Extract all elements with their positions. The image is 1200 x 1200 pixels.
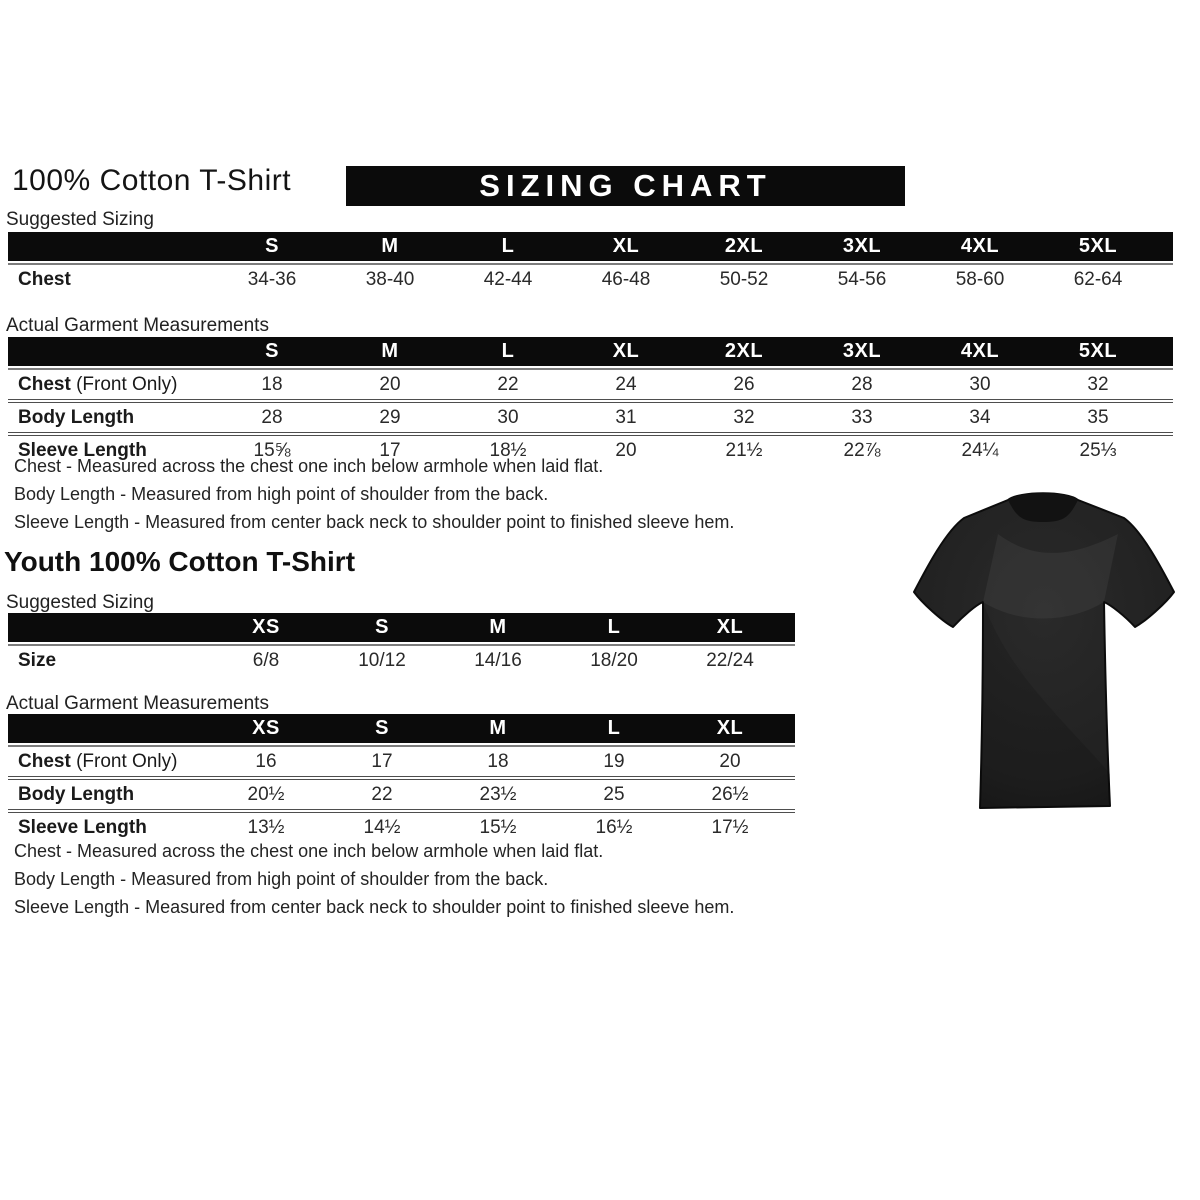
column-header-l: L [607,616,621,638]
table-header-row [8,232,1173,261]
column-header-xl: XL [716,717,744,739]
cell-value: 26 [733,373,755,395]
column-header-3xl: 3XL [842,235,882,257]
cell-value: 32 [733,406,755,428]
note-body-length: Body Length - Measured from high point of shoulder from the back. [14,869,549,889]
column-header-l: L [607,717,621,739]
cell-value: 54-56 [837,268,887,290]
cell-value: 33 [851,406,873,428]
column-header-3xl: 3XL [842,340,882,362]
column-header-m: M [381,340,399,362]
cell-value: 23½ [479,783,517,805]
column-header-s: S [265,235,279,257]
cell-value: 18½ [489,439,527,461]
cell-value: 16½ [595,816,633,838]
note-sleeve-length: Sleeve Length - Measured from center back neck to shoulder point to finished sleeve hem. [14,512,735,532]
column-header-m: M [489,717,507,739]
cell-value: 19 [603,750,625,772]
cell-value: 18 [487,750,509,772]
table-header-row [8,714,795,743]
row-label: Sleeve Length [18,816,147,838]
cell-value: 35 [1087,406,1109,428]
cell-value: 58-60 [955,268,1005,290]
cell-value: 18/20 [590,649,638,671]
cell-value: 21½ [725,439,763,461]
cell-value: 28 [851,373,873,395]
table-row [8,368,1173,399]
cell-value: 25⅓ [1079,439,1117,461]
cell-value: 25 [603,783,625,805]
cell-value: 22⅞ [843,439,881,461]
youth-section-title: Youth 100% Cotton T-Shirt [4,546,356,577]
table-row [8,745,795,776]
cell-value: 15½ [479,816,517,838]
column-header-xl: XL [716,616,744,638]
cell-value: 30 [497,406,519,428]
cell-value: 17½ [711,816,749,838]
cell-value: 16 [255,750,277,772]
cell-value: 50-52 [719,268,769,290]
cell-value: 28 [261,406,283,428]
cell-value: 62-64 [1073,268,1123,290]
youth-garment-measurements-table [8,714,795,842]
cell-value: 46-48 [601,268,651,290]
table-row [8,776,795,809]
table-row [8,809,795,842]
cell-value: 22 [371,783,393,805]
table-row [8,263,1173,294]
cell-value: 10/12 [358,649,406,671]
cell-value: 29 [379,406,401,428]
cell-value: 14/16 [474,649,522,671]
column-header-l: L [501,340,515,362]
row-label: Size [18,649,57,671]
youth-suggested-sizing-table [8,613,795,675]
cell-value: 15⅝ [253,439,291,461]
cell-value: 13½ [247,816,285,838]
column-header-5xl: 5XL [1078,235,1118,257]
row-label: Body Length [18,406,135,428]
youth-garment-measurements-label: Actual Garment Measurements [6,693,269,714]
cell-value: 20½ [247,783,285,805]
adult-suggested-sizing-label: Suggested Sizing [6,209,154,230]
cell-value: 17 [371,750,393,772]
cell-value: 30 [969,373,991,395]
column-header-5xl: 5XL [1078,340,1118,362]
tshirt-product-image [888,474,1198,836]
sizing-chart-banner [346,166,905,206]
row-label: Sleeve Length [18,439,147,461]
cell-value: 20 [379,373,401,395]
row-label: Chest (Front Only) [18,373,178,395]
youth-suggested-sizing-label: Suggested Sizing [6,592,154,613]
tshirt-image [888,474,1198,836]
column-header-l: L [501,235,515,257]
row-label: Chest [18,268,71,290]
cell-value: 24 [615,373,637,395]
cell-value: 18 [261,373,283,395]
cell-value: 26½ [711,783,749,805]
column-header-s: S [375,616,389,638]
page-title: 100% Cotton T-Shirt [12,164,292,197]
adult-garment-measurements-table [8,337,1173,465]
cell-value: 22/24 [706,649,754,671]
column-header-s: S [265,340,279,362]
note-sleeve-length: Sleeve Length - Measured from center back neck to shoulder point to finished sleeve hem. [14,897,735,917]
cell-value: 24¼ [961,439,999,461]
adult-measurement-notes [14,457,834,541]
cell-value: 34-36 [247,268,297,290]
sizing-chart-banner-label: SIZING CHART [479,168,772,203]
column-header-s: S [375,717,389,739]
cell-value: 6/8 [252,649,280,671]
table-row [8,644,795,675]
cell-value: 22 [497,373,519,395]
column-header-xl: XL [612,235,640,257]
cell-value: 20 [615,439,637,461]
cell-value: 31 [615,406,637,428]
adult-garment-measurements-label: Actual Garment Measurements [6,315,269,336]
youth-measurement-notes [14,842,834,926]
column-header-2xl: 2XL [724,340,764,362]
column-header-xs: XS [252,616,280,638]
note-chest: Chest - Measured across the chest one inch below armhole when laid flat. [14,456,604,476]
cell-value: 20 [719,750,741,772]
cell-value: 42-44 [483,268,533,290]
table-row [8,399,1173,432]
cell-value: 17 [379,439,401,461]
cell-value: 32 [1087,373,1109,395]
adult-suggested-sizing-table [8,232,1173,294]
column-header-m: M [489,616,507,638]
column-header-xl: XL [612,340,640,362]
note-chest: Chest - Measured across the chest one inch below armhole when laid flat. [14,841,604,861]
column-header-4xl: 4XL [960,235,1000,257]
row-label: Chest (Front Only) [18,750,178,772]
row-label: Body Length [18,783,135,805]
note-body-length: Body Length - Measured from high point of shoulder from the back. [14,484,549,504]
column-header-2xl: 2XL [724,235,764,257]
cell-value: 38-40 [365,268,415,290]
column-header-xs: XS [252,717,280,739]
column-header-m: M [381,235,399,257]
table-header-row [8,613,795,642]
cell-value: 14½ [363,816,401,838]
column-header-4xl: 4XL [960,340,1000,362]
table-header-row [8,337,1173,366]
cell-value: 34 [969,406,991,428]
